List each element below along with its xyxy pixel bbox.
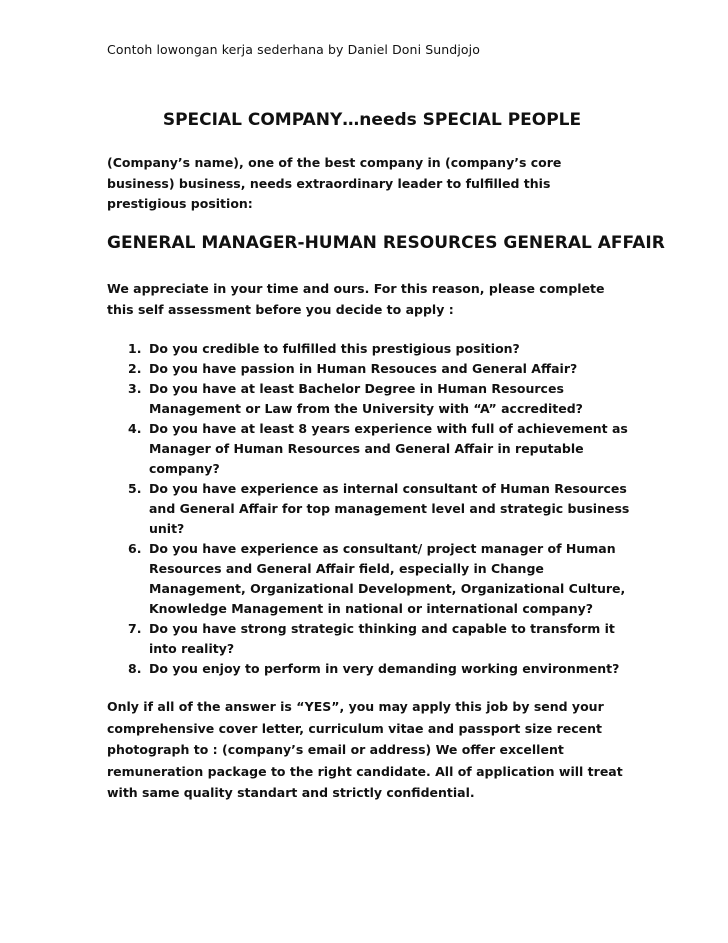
closing-paragraph: Only if all of the answer is “YES”, you may apply this job by send your comprehensive cover letter, curriculum vitae and passport size recent photograph to : (company’s email or address) We offer excellent remuneration package to the right candidate. All of application will treat with same quality standart and strictly confidential. [107, 699, 623, 800]
list-item [107, 619, 632, 659]
assessment-list [107, 339, 632, 679]
list-item [107, 339, 632, 359]
list-item [107, 359, 632, 379]
list-item [107, 419, 632, 479]
list-item-text: Do you have passion in Human Resouces and General Affair? [149, 361, 578, 376]
list-item-number: 8. [128, 661, 142, 676]
list-item-number: 1. [128, 341, 142, 356]
list-item-text: Do you have experience as internal consultant of Human Resources and General Affair for top management level and strategic business unit? [149, 481, 630, 536]
list-item-number: 7. [128, 621, 142, 636]
list-item-text: Do you enjoy to perform in very demanding working environment? [149, 661, 620, 676]
list-item-number: 2. [128, 361, 142, 376]
list-item-text: Do you have at least Bachelor Degree in Human Resources Management or Law from the University with “A” accredited? [149, 381, 583, 416]
list-item-number: 4. [128, 421, 142, 436]
list-item-number: 3. [128, 381, 142, 396]
document-header: Contoh lowongan kerja sederhana by Daniel Doni Sundjojo [107, 42, 480, 57]
list-item [107, 659, 632, 679]
list-item-text: Do you have experience as consultant/ project manager of Human Resources and General Affair field, especially in Change Management, Organizational Development, Organizational Culture, Knowledge Management in national or international company? [149, 541, 626, 616]
intro-paragraph: (Company’s name), one of the best company in (company’s core business) business, needs extraordinary leader to fulfilled this prestigious position: [107, 155, 562, 211]
lead-paragraph: We appreciate in your time and ours. For this reason, please complete this self assessment before you decide to apply : [107, 281, 605, 317]
list-item [107, 539, 632, 619]
list-item-number: 5. [128, 481, 142, 496]
list-item-number: 6. [128, 541, 142, 556]
list-item-text: Do you credible to fulfilled this prestigious position? [149, 341, 520, 356]
list-item [107, 479, 632, 539]
document-title: SPECIAL COMPANY…needs SPECIAL PEOPLE [162, 110, 582, 130]
list-item [107, 379, 632, 419]
position-heading: GENERAL MANAGER-HUMAN RESOURCES GENERAL AFFAIR [107, 233, 665, 253]
list-item-text: Do you have at least 8 years experience with full of achievement as Manager of Human Resources and General Affair in reputable company? [149, 421, 628, 476]
list-item-text: Do you have strong strategic thinking and capable to transform it into reality? [149, 621, 615, 656]
